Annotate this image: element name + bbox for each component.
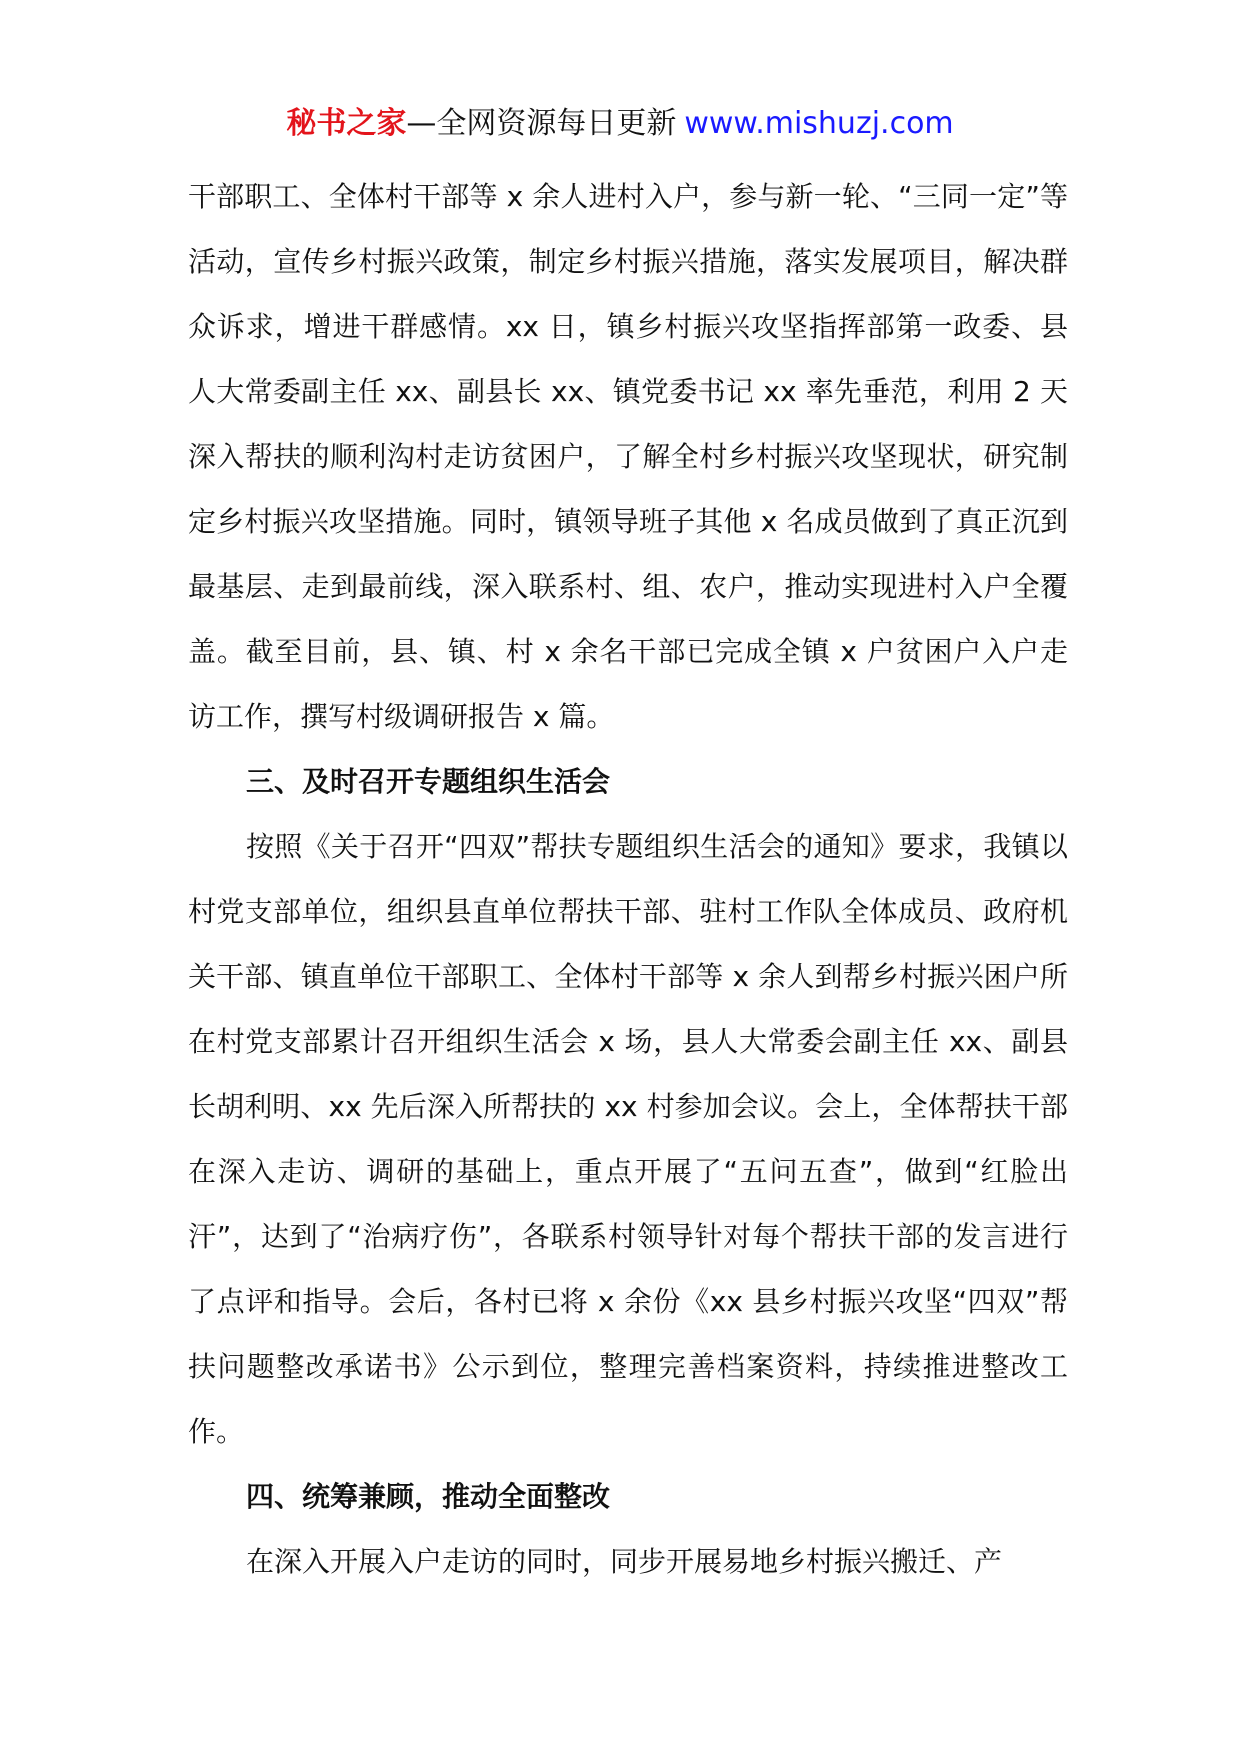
paragraph-continued: 干部职工、全体村干部等 x 余人进村入户，参与新一轮、“三同一定”等活动，宣传乡村振兴政策，制定乡村振兴措施，落实发展项目，解决群众诉求，增进干群感情。xx 日，镇乡村振兴攻坚指挥部第一政委、县人大常委副主任 xx、副县长 xx、镇党委书记 xx 率先垂范，利用 2 天深入帮扶的顺利沟村走访贫困户，了解全村乡村振兴攻坚现状，研究制定乡村振兴攻坚措施。同时，镇领导班子其他 x 名成员做到了真正沉到最基层、走到最前线，深入联系村、组、农户，推动实现进村入户全覆盖。截至目前，县、镇、村 x 余名干部已完成全镇 x 户贫困户入户走访工作，撰写村级调研报告 x 篇。 (188, 180, 1068, 733)
page-header (0, 98, 1240, 150)
brand-name: 秘书之家 (286, 106, 407, 141)
paragraph-section-4: 在深入开展入户走访的同时，同步开展易地乡村振兴搬迁、产 (246, 1545, 1003, 1578)
document-body (188, 164, 1068, 1594)
website-link[interactable]: www.mishuzj.com (684, 106, 954, 141)
paragraph-section-3: 按照《关于召开“四双”帮扶专题组织生活会的通知》要求，我镇以村党支部单位，组织县直单位帮扶干部、驻村工作队全体成员、政府机关干部、镇直单位干部职工、全体村干部等 x 余人到帮乡村振兴困户所在村党支部累计召开组织生活会 x 场，县人大常委会副主任 xx、副县长胡利明、xx 先后深入所帮扶的 xx 村参加会议。会上，全体帮扶干部在深入走访、调研的基础上，重点开展了“五问五查”，做到“红脸出汗”，达到了“治病疗伤”，各联系村领导针对每个帮扶干部的发言进行了点评和指导。会后，各村已将 x 余份《xx 县乡村振兴攻坚“四双”帮扶问题整改承诺书》公示到位，整理完善档案资料，持续推进整改工作。 (188, 830, 1068, 1448)
header-tagline: —全网资源每日更新 (406, 106, 677, 141)
section-heading-4: 四、统筹兼顾，推动全面整改 (246, 1480, 611, 1513)
section-heading-3: 三、及时召开专题组织生活会 (246, 765, 611, 798)
